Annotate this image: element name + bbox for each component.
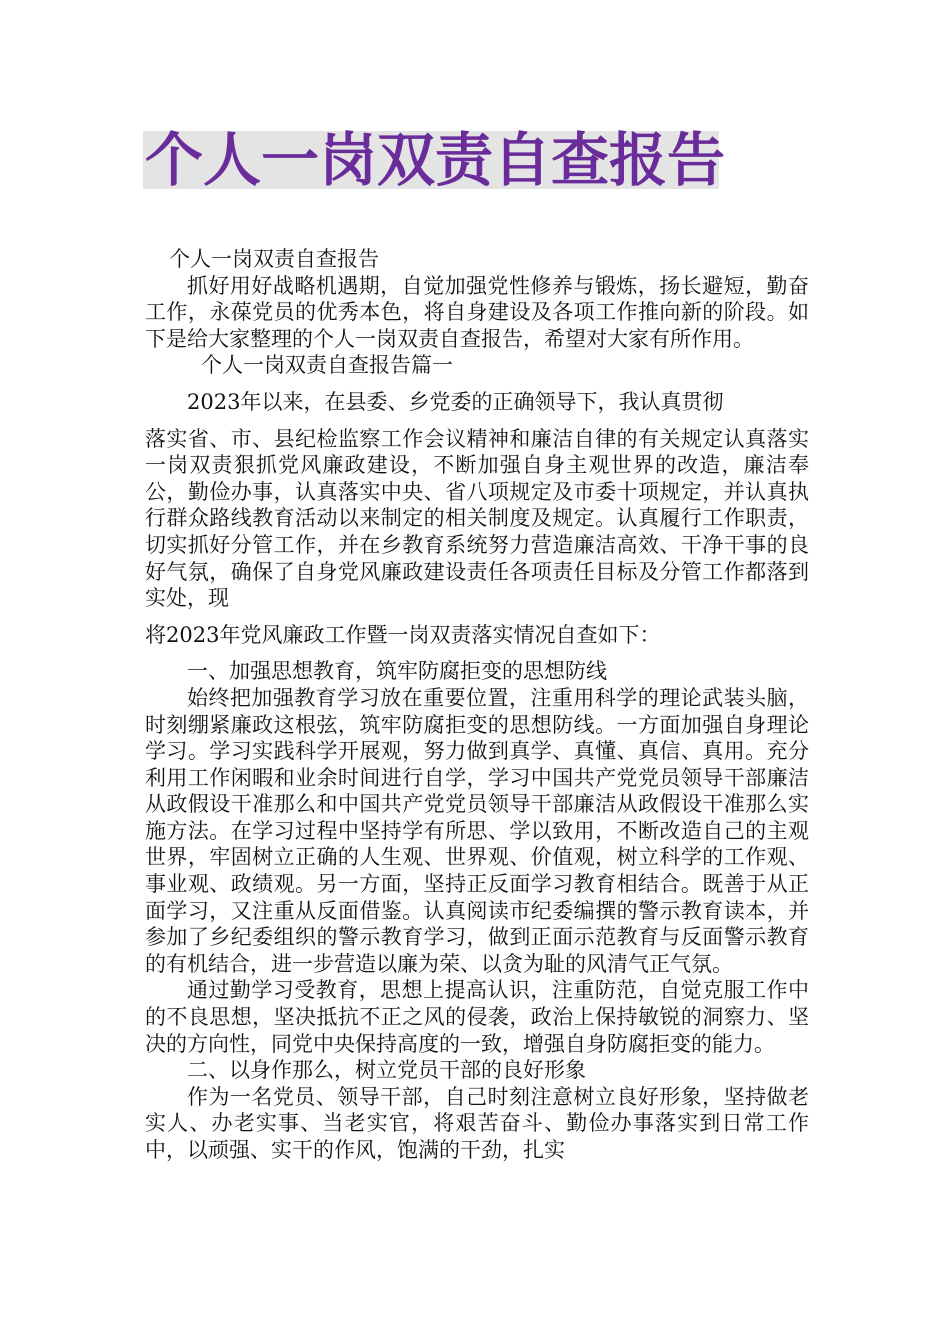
paragraph-1-last-line bbox=[145, 622, 809, 649]
paragraph-1-last-text: 将2023年党风廉政工作暨一岗双责落实情况自查如下： bbox=[145, 622, 661, 647]
section-1-heading: 一、加强思想教育，筑牢防腐拒变的思想防线 bbox=[187, 659, 607, 684]
part-heading: 个人一岗双责自查报告篇一 bbox=[201, 353, 453, 378]
intro-paragraph: 抓好用好战略机遇期，自觉加强党性修养与锻炼，扬长避短，勤奋工作，永葆党员的优秀本色，将自身建设及各项工作推向新的阶段。如下是给大家整理的个人一岗双责自查报告，希望对大家有所作用。 bbox=[145, 273, 809, 351]
section-1-paragraph-1: 始终把加强教育学习放在重要位置，注重用科学的理论武装头脑，时刻绷紧廉政这根弦，筑牢防腐拒变的思想防线。一方面加强自身理论学习。学习实践科学开展观，努力做到真学、真懂、真信、真用。充分利用工作闲暇和业余时间进行自学，学习中国共产党党员领导干部廉洁从政假设干准那么和中国共产党党员领导干部廉洁从政假设干准那么实施方法。在学习过程中坚持学有所思、学以致用，不断改造自己的主观世界，牢固树立正确的人生观、世界观、价值观，树立科学的工作观、事业观、政绩观。另一方面，坚持正反面学习教育相结合。既善于从正面学习，又注重从反面借鉴。认真阅读市纪委编撰的警示教育读本，并参加了乡纪委组织的警示教育学习，做到正面示范教育与反面警示教育的有机结合，进一步营造以廉为荣、以贪为耻的风清气正气氛。 bbox=[145, 685, 809, 976]
paragraph-1-first-text: 2023年以来，在县委、乡党委的正确领导下，我认真贯彻 bbox=[187, 389, 724, 414]
paragraph-1-first-line bbox=[145, 389, 809, 416]
section-1-paragraph-2: 通过勤学习受教育，思想上提高认识，注重防范，自觉克服工作中的不良思想，坚决抵抗不正之风的侵袭，政治上保持敏锐的洞察力、坚决的方向性，同党中央保持高度的一致，增强自身防腐拒变的能力。 bbox=[145, 978, 809, 1056]
section-2-paragraph-1: 作为一名党员、领导干部，自己时刻注意树立良好形象，坚持做老实人、办老实事、当老实官，将艰苦奋斗、勤俭办事落实到日常工作中，以顽强、实干的作风，饱满的干劲，扎实 bbox=[145, 1084, 809, 1162]
paragraph-1-body: 落实省、市、县纪检监察工作会议精神和廉洁自律的有关规定认真落实一岗双责狠抓党风廉政建设，不断加强自身主观世界的改造，廉洁奉公，勤俭办事，认真落实中央、省八项规定及市委十项规定，并认真执行群众路线教育活动以来制定的相关制度及规定。认真履行工作职责，切实抓好分管工作，并在乡教育系统努力营造廉洁高效、干净干事的良好气氛，确保了自身党风廉政建设责任各项责任目标及分管工作都落到实处，现 bbox=[145, 426, 809, 611]
document-title: 个人一岗双责自查报告 bbox=[145, 126, 726, 194]
document-body bbox=[145, 246, 809, 1164]
section-2-heading: 二、以身作那么，树立党员干部的良好形象 bbox=[187, 1058, 586, 1083]
document-subtitle: 个人一岗双责自查报告 bbox=[169, 247, 379, 271]
